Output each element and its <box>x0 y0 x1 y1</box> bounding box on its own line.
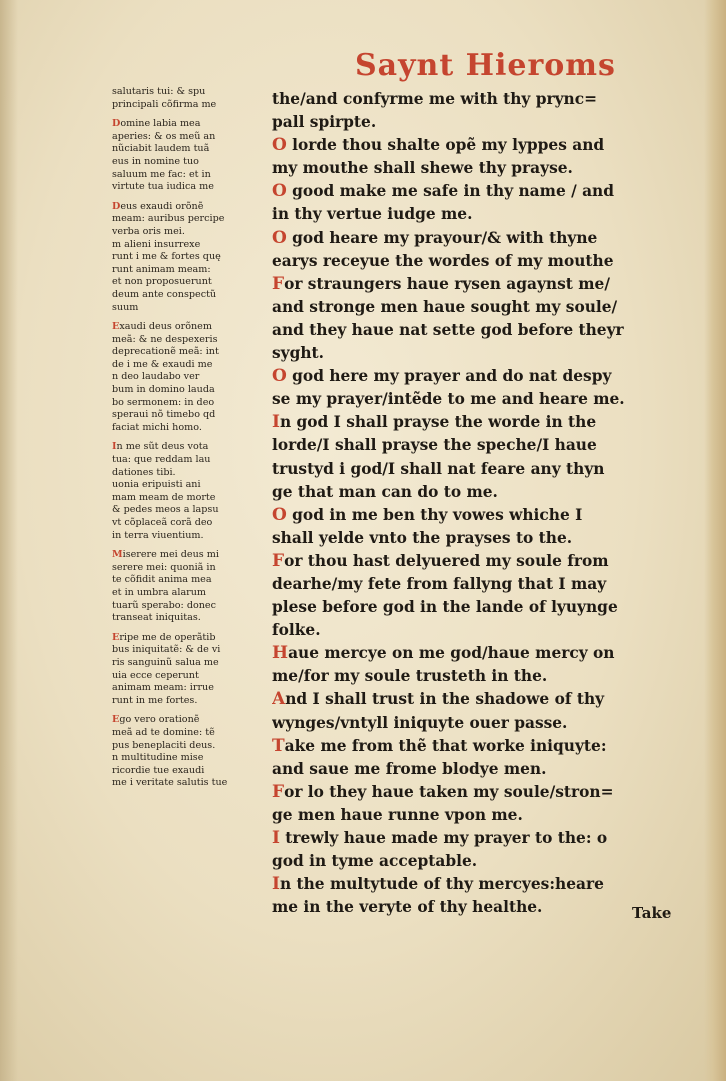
gloss-block <box>112 549 264 625</box>
text-line <box>272 896 688 919</box>
gloss-text: nũciabit laudem tuã <box>112 143 210 155</box>
text-line <box>272 735 688 758</box>
gloss-line <box>112 682 264 695</box>
rubricated-initial: O <box>272 366 287 387</box>
gloss-text: dationes tibi. <box>112 466 176 478</box>
gloss-text: de i me & exaudi me <box>112 358 213 370</box>
rubricated-initial: I <box>272 874 280 895</box>
line-text: nd I shall trust in the shadowe of thy <box>285 690 605 709</box>
gloss-line <box>112 226 264 239</box>
line-text: earys receyue the wordes of my mouthe <box>272 251 614 270</box>
rubricated-initial: O <box>272 181 287 202</box>
text-line <box>272 665 688 688</box>
line-text: me in the veryte of thy healthe. <box>272 898 543 917</box>
text-line <box>272 873 688 896</box>
gloss-line <box>112 765 264 778</box>
line-text: and saue me frome blodye men. <box>272 759 547 778</box>
gloss-text: faciat michi homo. <box>112 421 202 433</box>
text-line <box>272 111 688 134</box>
line-text: plese before god in the lande of lyuynge <box>272 598 618 617</box>
gloss-text: saluum me fac: et in <box>112 168 211 180</box>
line-text: n the multytude of thy mercyes:heare <box>279 875 604 894</box>
gloss-line <box>112 302 264 315</box>
line-text: trewly haue made my prayer to the: o <box>279 829 608 847</box>
gloss-text: iserere mei deus mi <box>122 549 219 561</box>
text-line <box>272 88 688 111</box>
gloss-line <box>112 752 264 765</box>
text-line <box>272 227 688 250</box>
gloss-line <box>112 384 264 397</box>
gloss-text: n deo laudabo ver <box>112 371 200 383</box>
text-line <box>272 203 688 226</box>
gloss-line <box>112 612 264 625</box>
gloss-line <box>112 409 264 422</box>
gloss-text: runt i me & fortes quę <box>112 251 221 263</box>
gloss-line <box>112 99 264 112</box>
gloss-line <box>112 777 264 790</box>
gloss-line <box>112 562 264 575</box>
text-line <box>272 458 688 481</box>
gloss-text: in terra viuentium. <box>112 529 204 541</box>
text-line <box>272 319 688 342</box>
gloss-initial: E <box>112 321 120 333</box>
gloss-line <box>112 131 264 144</box>
line-text: or thou hast delyuered my soule from <box>284 551 609 570</box>
gloss-text: ripe me de operãtib <box>119 631 216 643</box>
line-text: ge men haue runne vpon me. <box>272 805 523 824</box>
gloss-text: n me sũt deus vota <box>116 441 209 453</box>
text-line <box>272 134 688 157</box>
gloss-initial: E <box>112 631 120 643</box>
gloss-line <box>112 574 264 587</box>
text-line <box>272 596 688 619</box>
rubricated-initial: T <box>272 735 285 756</box>
rubricated-initial: I <box>272 412 280 433</box>
text-line <box>272 434 688 457</box>
text-line <box>272 619 688 642</box>
line-text: the/and confyrme me with thy prync= <box>272 90 597 108</box>
rubricated-initial: O <box>272 504 287 525</box>
marginal-gloss-column <box>112 86 264 790</box>
gloss-line <box>112 156 264 169</box>
text-line <box>272 642 688 665</box>
text-line <box>272 550 688 573</box>
gloss-block <box>112 632 264 708</box>
gloss-text: runt animam meam: <box>112 263 211 275</box>
gloss-line <box>112 587 264 600</box>
gloss-text: principali cõfirma me <box>112 98 217 110</box>
text-line <box>272 296 688 319</box>
text-line <box>272 273 688 296</box>
gloss-text: & pedes meos a lapsu <box>112 504 219 516</box>
gloss-line <box>112 321 264 334</box>
gloss-line <box>112 201 264 214</box>
text-line <box>272 411 688 434</box>
gloss-text: xaudi deus orõnem <box>119 321 212 333</box>
gloss-text: suum <box>112 301 139 313</box>
gloss-line <box>112 239 264 252</box>
line-text: se my prayer/intẽde to me and heare me. <box>272 390 625 409</box>
gloss-text: speraui nõ timebo qd <box>112 409 216 421</box>
gloss-text: mam meam de morte <box>112 491 216 503</box>
gloss-text: et non proposuerunt <box>112 276 212 288</box>
gloss-initial: I <box>112 441 117 453</box>
gloss-text: verba oris mei. <box>112 225 185 237</box>
line-text: god heare my prayour/& with thyne <box>286 228 598 247</box>
gloss-text: omine labia mea <box>120 118 201 130</box>
gloss-initial: D <box>112 118 121 130</box>
gloss-initial: D <box>112 200 121 212</box>
gloss-text: tuarũ sperabo: donec <box>112 599 216 611</box>
page-edge-shadow <box>704 0 726 1081</box>
line-text: lorde thou shalte opẽ my lyppes and <box>286 136 605 155</box>
gloss-block <box>112 714 264 790</box>
line-text: syght. <box>272 344 325 363</box>
gloss-block <box>112 441 264 542</box>
gloss-line <box>112 143 264 156</box>
gloss-line <box>112 264 264 277</box>
text-line <box>272 388 688 411</box>
gloss-line <box>112 727 264 740</box>
gloss-text: tua: que reddam lau <box>112 454 211 466</box>
line-text: my mouthe shall shewe thy prayse. <box>272 159 573 178</box>
rubricated-initial: H <box>272 643 289 664</box>
gloss-line <box>112 695 264 708</box>
gloss-line <box>112 276 264 289</box>
line-text: lorde/I shall prayse the speche/I haue <box>272 436 597 455</box>
gloss-line <box>112 670 264 683</box>
line-text: shall yelde vnto the prayses to the. <box>272 528 573 547</box>
line-text: n god I shall prayse the worde in the <box>279 413 597 432</box>
line-text: and they haue nat sette god before theyr <box>272 320 624 339</box>
gloss-line <box>112 454 264 467</box>
line-text: wynges/vntyll iniquyte ouer passe. <box>272 713 568 732</box>
text-line <box>272 250 688 273</box>
line-text: god here my prayer and do nat despy <box>286 367 612 386</box>
gloss-line <box>112 492 264 505</box>
gloss-block <box>112 118 264 194</box>
line-text: ge that man can do to me. <box>272 482 498 501</box>
rubricated-initial: F <box>272 781 285 802</box>
rubricated-initial: I <box>272 828 280 848</box>
gloss-text: me i veritate salutis tue <box>112 777 228 789</box>
text-line <box>272 573 688 596</box>
text-line <box>272 365 688 388</box>
gloss-line <box>112 397 264 410</box>
gloss-text: meã: & ne despexeris <box>112 333 218 345</box>
gloss-line <box>112 740 264 753</box>
main-text-column <box>272 88 688 919</box>
gloss-line <box>112 441 264 454</box>
gloss-line <box>112 169 264 182</box>
gloss-text: ricordie tue exaudi <box>112 764 205 776</box>
gloss-text: eus exaudi orõnẽ <box>120 200 204 212</box>
text-line <box>272 504 688 527</box>
gloss-text: bo sermonem: in deo <box>112 396 215 408</box>
gloss-line <box>112 422 264 435</box>
gloss-line <box>112 181 264 194</box>
line-text: and stronge men haue sought my soule/ <box>272 297 618 316</box>
gloss-initial: E <box>112 714 120 726</box>
line-text: me/for my soule trusteth in the. <box>272 667 548 686</box>
gloss-text: n multitudine mise <box>112 752 204 764</box>
gloss-line <box>112 251 264 264</box>
line-text: god in tyme acceptable. <box>272 852 478 871</box>
text-line <box>272 712 688 735</box>
gloss-text: virtute tua iudica me <box>112 181 214 193</box>
line-text: god in me ben thy vowes whiche I <box>286 505 583 524</box>
gloss-line <box>112 86 264 99</box>
line-text: or lo they haue taken my soule/stron= <box>284 782 614 801</box>
gloss-text: deprecationẽ meã: int <box>112 346 219 358</box>
gloss-line <box>112 346 264 359</box>
gloss-block <box>112 86 264 111</box>
line-text: aue mercye on me god/haue mercy on <box>288 644 615 663</box>
page-fold-shadow <box>0 0 18 1081</box>
gloss-line <box>112 504 264 517</box>
gloss-text: runt in me fortes. <box>112 694 198 706</box>
gloss-text: animam meam: irrue <box>112 682 214 694</box>
line-text: in thy vertue iudge me. <box>272 205 473 224</box>
line-text: folke. <box>272 621 321 640</box>
gloss-text: uonia eripuisti ani <box>112 479 201 491</box>
gloss-text: aperies: & os meũ an <box>112 130 216 142</box>
gloss-block <box>112 321 264 434</box>
gloss-line <box>112 600 264 613</box>
gloss-text: ris sanguinũ salua me <box>112 656 219 668</box>
gloss-line <box>112 334 264 347</box>
text-line <box>272 827 688 850</box>
text-line <box>272 758 688 781</box>
gloss-text: m alieni insurrexe <box>112 238 201 250</box>
gloss-line <box>112 517 264 530</box>
gloss-line <box>112 479 264 492</box>
gloss-text: transeat iniquitas. <box>112 612 201 624</box>
line-text: pall spirpte. <box>272 113 377 132</box>
gloss-line <box>112 467 264 480</box>
text-line <box>272 527 688 550</box>
gloss-line <box>112 371 264 384</box>
gloss-line <box>112 530 264 543</box>
line-text: good make me safe in thy name / and <box>286 182 614 201</box>
gloss-block <box>112 201 264 314</box>
gloss-line <box>112 632 264 645</box>
gloss-line <box>112 549 264 562</box>
rubricated-initial: O <box>272 227 287 248</box>
gloss-line <box>112 714 264 727</box>
line-text: trustyd i god/I shall nat feare any thyn <box>272 459 605 478</box>
gloss-line <box>112 644 264 657</box>
gloss-line <box>112 213 264 226</box>
gloss-line <box>112 289 264 302</box>
line-text: or straungers haue rysen agaynst me/ <box>284 274 610 293</box>
catchword: Take <box>632 904 672 922</box>
running-head: Saynt Hieroms <box>355 48 616 83</box>
gloss-line <box>112 657 264 670</box>
gloss-line <box>112 359 264 372</box>
gloss-text: serere mei: quoniã in <box>112 561 216 573</box>
text-line <box>272 688 688 711</box>
gloss-text: et in umbra alarum <box>112 586 207 598</box>
gloss-line <box>112 118 264 131</box>
gloss-text: meam: auribus percipe <box>112 213 225 225</box>
text-line <box>272 804 688 827</box>
rubricated-initial: F <box>272 273 285 294</box>
gloss-text: bus iniquitatẽ: & de vi <box>112 644 221 656</box>
gloss-text: deum ante conspectũ <box>112 288 217 300</box>
text-line <box>272 781 688 804</box>
text-line <box>272 180 688 203</box>
gloss-text: salutaris tui: & spu <box>112 86 206 97</box>
gloss-text: meã ad te domine: tẽ <box>112 726 215 738</box>
text-line <box>272 157 688 180</box>
line-text: dearhe/my fete from fallyng that I may <box>272 574 607 593</box>
gloss-text: te cõfidit anima mea <box>112 574 212 586</box>
text-line <box>272 850 688 873</box>
rubricated-initial: A <box>272 689 286 710</box>
text-line <box>272 481 688 504</box>
rubricated-initial: F <box>272 550 285 571</box>
gloss-text: bum in domino lauda <box>112 384 215 396</box>
text-line <box>272 342 688 365</box>
gloss-text: pus beneplaciti deus. <box>112 739 216 751</box>
gloss-text: vt cõplaceã corã deo <box>112 517 213 528</box>
line-text: ake me from thẽ that worke iniquyte: <box>284 736 607 755</box>
rubricated-initial: O <box>272 135 287 156</box>
gloss-text: uia ecce ceperunt <box>112 669 199 681</box>
gloss-initial: M <box>112 549 123 561</box>
gloss-text: eus in nomine tuo <box>112 155 199 167</box>
gloss-text: go vero orationẽ <box>119 714 200 726</box>
